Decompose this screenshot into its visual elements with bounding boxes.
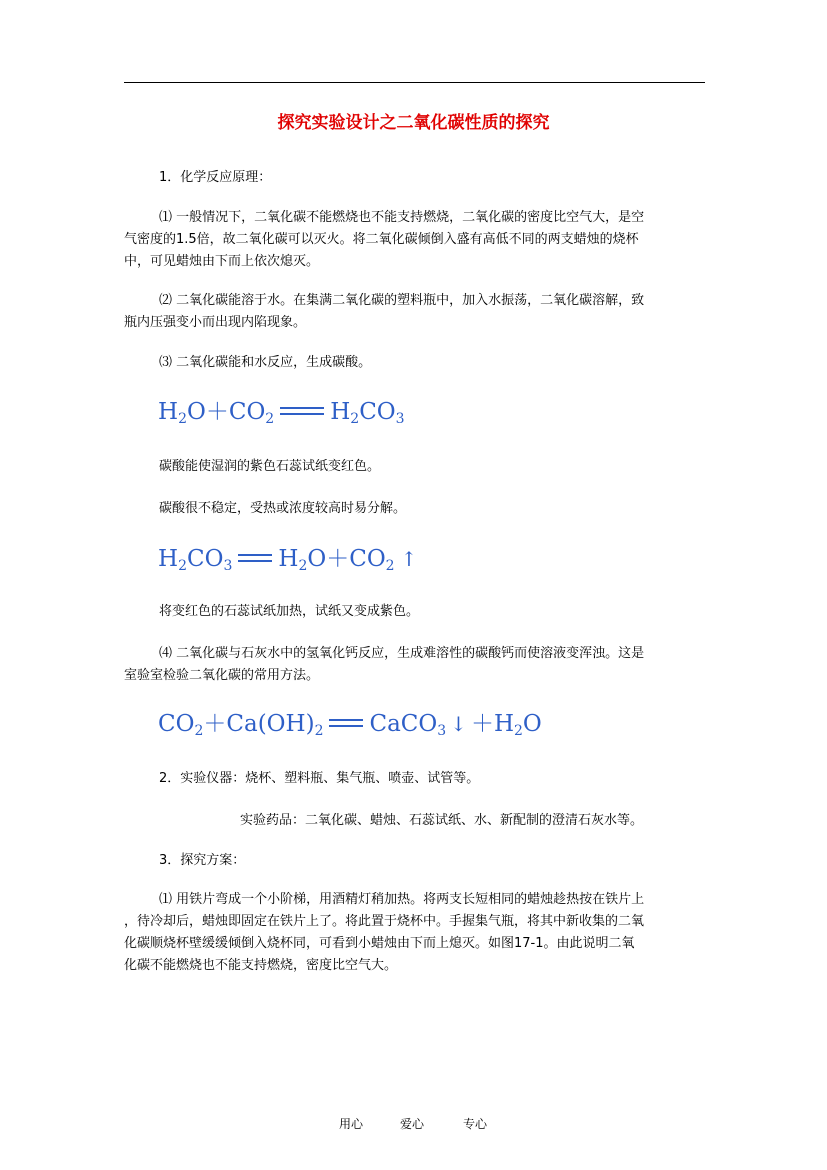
paragraph-7-line-1: ⑷ 二氧化碳与石灰水中的氢氧化钙反应，生成难溶性的碳酸钙而使溶液变浑浊。这是 — [159, 646, 645, 661]
paragraph-2-line-1: ⑵ 二氧化碳能溶于水。在集满二氧化碳的塑料瓶中，加入水振荡，二氧化碳溶解，致 — [159, 293, 645, 308]
equals-sign — [329, 719, 363, 727]
paragraph-1-line-3: 中，可见蜡烛由下而上依次熄灭。 — [124, 254, 320, 269]
footer-text-3: 专心 — [463, 1117, 488, 1131]
paragraph-7-line-2: 室验室检验二氧化碳的常用方法。 — [124, 668, 320, 683]
gas-arrow-icon: ↑ — [400, 547, 418, 571]
paragraph-3: ⑶ 二氧化碳能和水反应，生成碳酸。 — [159, 355, 372, 370]
paragraph-1-line-2: 气密度的1.5倍，故二氧化碳可以灭火。将二氧化碳倾倒入盛有高低不同的两支蜡烛的烧杯 — [124, 232, 639, 247]
equation-limewater-reaction: $CO_2+Ca(OH)_2$ CaCO$_3$ ↓ $+H_2O$ — [158, 711, 542, 739]
section2-heading: 2．实验仪器：烧杯、塑料瓶、集气瓶、喷壶、试管等。 — [159, 771, 480, 786]
section3-paragraph-1-line-2: ，待冷却后，蜡烛即固定在铁片上了。将此置于烧杯中。手握集气瓶，将其中新收集的二氧 — [124, 914, 645, 929]
footer-text-2: 爱心 — [400, 1117, 425, 1131]
section2-reagents: 实验药品：二氧化碳、蜡烛、石蕊试纸、水、新配制的澄清石灰水等。 — [240, 813, 644, 828]
section3-heading: 3．探究方案： — [159, 853, 246, 868]
equals-sign — [280, 407, 324, 415]
section1-heading: 1．化学反应原理： — [159, 170, 272, 185]
section3-paragraph-1-line-3: 化碳顺烧杯壁缓缓倾倒入烧杯同，可看到小蜡烛由下而上熄灭。如图17-1。由此说明二氧 — [124, 936, 635, 951]
precipitate-arrow-icon: ↓ — [450, 712, 467, 736]
paragraph-4: 碳酸能使湿润的紫色石蕊试纸变红色。 — [159, 459, 381, 474]
paragraph-6: 将变红色的石蕊试纸加热，试纸又变成紫色。 — [159, 604, 420, 619]
section3-paragraph-1-line-1: ⑴ 用铁片弯成一个小阶梯，用酒精灯稍加热。将两支长短相同的蜡烛趁热按在铁片上 — [159, 892, 645, 907]
equation-carbonic-acid-formation: $H_2O+CO_2$ $H_2CO_3$ — [158, 399, 405, 427]
header-rule — [124, 82, 705, 83]
page-title: 探究实验设计之二氧化碳性质的探究 — [277, 113, 550, 133]
footer-text-1: 用心 — [339, 1117, 364, 1131]
equals-sign — [238, 554, 272, 562]
paragraph-1-line-1: ⑴ 一般情况下，二氧化碳不能燃烧也不能支持燃烧，二氧化碳的密度比空气大，是空 — [159, 210, 645, 225]
paragraph-5: 碳酸很不稳定，受热或浓度较高时易分解。 — [159, 501, 407, 516]
section3-paragraph-1-line-4: 化碳不能燃烧也不能支持燃烧，密度比空气大。 — [124, 958, 398, 973]
equation-carbonic-acid-decomposition: $H_2CO_3$ $H_2O+CO_2$ ↑ — [158, 546, 418, 574]
paragraph-2-line-2: 瓶内压强变小而出现内陷现象。 — [124, 315, 307, 330]
